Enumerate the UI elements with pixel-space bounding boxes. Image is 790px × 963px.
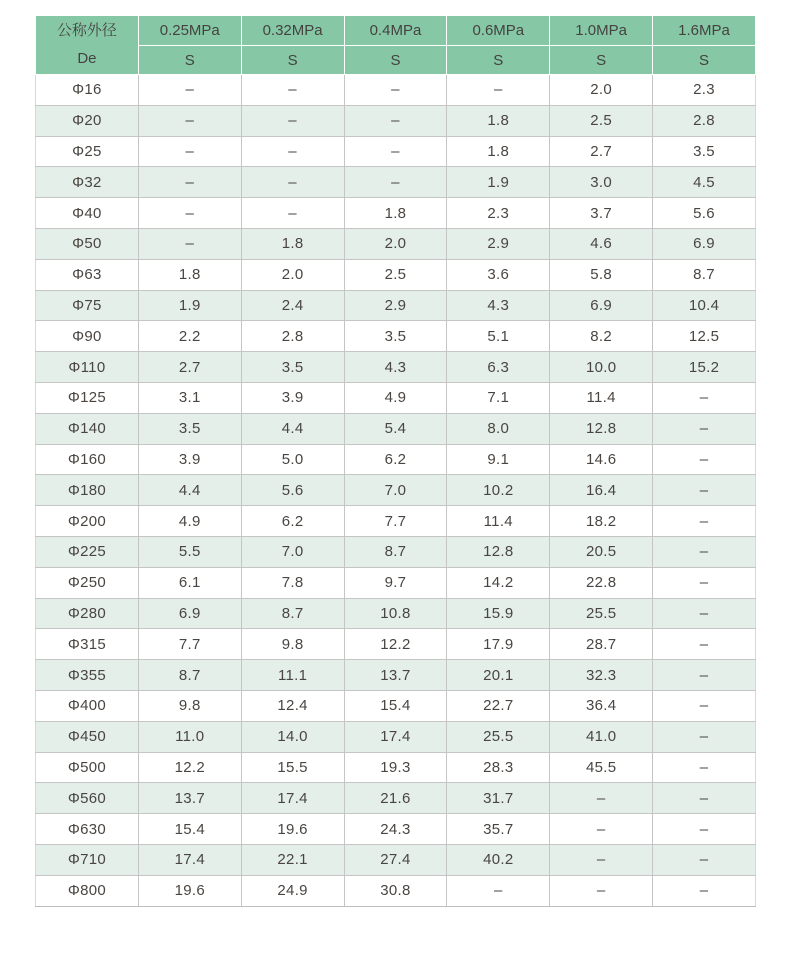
table-cell: 2.3: [447, 198, 550, 229]
table-cell: 3.1: [138, 382, 241, 413]
table-cell: –: [344, 105, 447, 136]
table-row: [36, 690, 756, 721]
table-cell: 17.9: [447, 629, 550, 660]
table-cell: 2.5: [550, 105, 653, 136]
table-cell: 6.2: [241, 506, 344, 537]
column-subheader-s: S: [241, 46, 344, 75]
table-cell: 3.0: [550, 167, 653, 198]
table-cell: 7.7: [138, 629, 241, 660]
table-row: [36, 536, 756, 567]
column-header-de-cn: 公称外径: [56, 22, 117, 39]
table-cell: –: [550, 783, 653, 814]
column-header-pressure-06: 0.6MPa: [447, 16, 550, 46]
column-header-pressure-032: 0.32MPa: [241, 16, 344, 46]
row-header-de: Φ710: [36, 844, 139, 875]
row-header-de: Φ125: [36, 382, 139, 413]
table-cell: 10.2: [447, 475, 550, 506]
table-cell: –: [241, 105, 344, 136]
table-cell: 5.6: [241, 475, 344, 506]
table-cell: –: [653, 536, 756, 567]
table-cell: 6.9: [653, 228, 756, 259]
table-cell: 15.4: [138, 814, 241, 845]
row-header-de: Φ355: [36, 660, 139, 691]
table-cell: –: [653, 475, 756, 506]
table-cell: 3.5: [138, 413, 241, 444]
table-cell: –: [653, 413, 756, 444]
column-header-de-label: De: [77, 50, 97, 67]
table-cell: –: [138, 75, 241, 106]
table-cell: –: [138, 136, 241, 167]
table-cell: –: [344, 136, 447, 167]
table-cell: –: [653, 444, 756, 475]
row-header-de: Φ110: [36, 352, 139, 383]
table-cell: 1.9: [447, 167, 550, 198]
table-cell: 25.5: [447, 721, 550, 752]
row-header-de: Φ315: [36, 629, 139, 660]
table-cell: 1.8: [344, 198, 447, 229]
table-row: [36, 783, 756, 814]
table-cell: –: [344, 75, 447, 106]
table-row: [36, 721, 756, 752]
column-header-pressure-10: 1.0MPa: [550, 16, 653, 46]
table-cell: –: [241, 136, 344, 167]
table-cell: 17.4: [241, 783, 344, 814]
table-cell: 2.7: [138, 352, 241, 383]
table-body: [36, 75, 756, 907]
table-cell: –: [344, 167, 447, 198]
table-cell: 11.4: [447, 506, 550, 537]
table-cell: 12.2: [138, 752, 241, 783]
table-cell: 5.8: [550, 259, 653, 290]
table-row: [36, 321, 756, 352]
table-cell: 32.3: [550, 660, 653, 691]
table-cell: –: [550, 814, 653, 845]
row-header-de: Φ63: [36, 259, 139, 290]
table-cell: 19.3: [344, 752, 447, 783]
table-cell: 6.3: [447, 352, 550, 383]
column-header-pressure-16: 1.6MPa: [653, 16, 756, 46]
table-row: [36, 228, 756, 259]
table-cell: 5.5: [138, 536, 241, 567]
table-cell: 16.4: [550, 475, 653, 506]
table-cell: –: [653, 660, 756, 691]
table-cell: 28.7: [550, 629, 653, 660]
table-cell: –: [653, 598, 756, 629]
table-cell: 1.8: [241, 228, 344, 259]
column-subheader-s: S: [550, 46, 653, 75]
table-cell: –: [241, 167, 344, 198]
table-row: [36, 814, 756, 845]
table-cell: –: [550, 844, 653, 875]
table-cell: 2.0: [344, 228, 447, 259]
table-cell: 12.2: [344, 629, 447, 660]
table-row: [36, 444, 756, 475]
row-header-de: Φ40: [36, 198, 139, 229]
table-cell: 9.8: [138, 690, 241, 721]
table-cell: 13.7: [138, 783, 241, 814]
table-cell: 12.8: [550, 413, 653, 444]
row-header-de: Φ630: [36, 814, 139, 845]
row-header-de: Φ280: [36, 598, 139, 629]
table-cell: 13.7: [344, 660, 447, 691]
table-cell: 7.0: [241, 536, 344, 567]
table-cell: 2.0: [550, 75, 653, 106]
table-row: [36, 875, 756, 906]
table-cell: 11.0: [138, 721, 241, 752]
row-header-de: Φ90: [36, 321, 139, 352]
table-cell: 14.0: [241, 721, 344, 752]
table-cell: 2.8: [653, 105, 756, 136]
row-header-de: Φ20: [36, 105, 139, 136]
table-cell: 8.7: [138, 660, 241, 691]
table-row: [36, 136, 756, 167]
table-cell: 17.4: [344, 721, 447, 752]
table-header: [36, 16, 756, 75]
table-cell: 3.5: [241, 352, 344, 383]
table-cell: 24.3: [344, 814, 447, 845]
table-cell: 4.6: [550, 228, 653, 259]
table-cell: 1.8: [447, 105, 550, 136]
table-cell: –: [138, 105, 241, 136]
row-header-de: Φ180: [36, 475, 139, 506]
column-subheader-s: S: [447, 46, 550, 75]
table-cell: –: [653, 752, 756, 783]
table-cell: –: [447, 875, 550, 906]
table-cell: –: [653, 875, 756, 906]
table-cell: 2.3: [653, 75, 756, 106]
table-cell: 8.2: [550, 321, 653, 352]
table-cell: 27.4: [344, 844, 447, 875]
table-cell: 1.8: [447, 136, 550, 167]
table-cell: 40.2: [447, 844, 550, 875]
table-cell: 8.7: [241, 598, 344, 629]
row-header-de: Φ50: [36, 228, 139, 259]
table-cell: 10.4: [653, 290, 756, 321]
pipe-spec-table: [35, 15, 756, 907]
table-cell: –: [653, 382, 756, 413]
table-cell: 5.1: [447, 321, 550, 352]
table-cell: –: [653, 506, 756, 537]
table-row: [36, 352, 756, 383]
table-cell: 3.9: [138, 444, 241, 475]
table-row: [36, 198, 756, 229]
table-cell: 2.0: [241, 259, 344, 290]
table-cell: 6.9: [550, 290, 653, 321]
table-cell: 9.8: [241, 629, 344, 660]
table-cell: 5.0: [241, 444, 344, 475]
table-cell: 10.0: [550, 352, 653, 383]
column-header-de: [36, 16, 139, 75]
table-cell: 2.2: [138, 321, 241, 352]
table-cell: 4.3: [447, 290, 550, 321]
table-cell: 12.4: [241, 690, 344, 721]
table-cell: 18.2: [550, 506, 653, 537]
table-cell: 5.6: [653, 198, 756, 229]
table-cell: 20.5: [550, 536, 653, 567]
table-cell: –: [241, 198, 344, 229]
table-cell: –: [653, 783, 756, 814]
table-cell: 1.9: [138, 290, 241, 321]
table-cell: –: [653, 721, 756, 752]
table-cell: –: [653, 814, 756, 845]
table-cell: 4.5: [653, 167, 756, 198]
table-row: [36, 752, 756, 783]
table-cell: 12.8: [447, 536, 550, 567]
table-row: [36, 167, 756, 198]
table-cell: 3.7: [550, 198, 653, 229]
table-cell: 20.1: [447, 660, 550, 691]
table-cell: 7.8: [241, 567, 344, 598]
table-cell: 1.8: [138, 259, 241, 290]
table-cell: 2.9: [344, 290, 447, 321]
table-cell: 25.5: [550, 598, 653, 629]
table-cell: –: [138, 228, 241, 259]
table-row: [36, 598, 756, 629]
table-row: [36, 567, 756, 598]
table-cell: 19.6: [241, 814, 344, 845]
row-header-de: Φ140: [36, 413, 139, 444]
table-cell: 7.7: [344, 506, 447, 537]
row-header-de: Φ400: [36, 690, 139, 721]
table-cell: 9.7: [344, 567, 447, 598]
row-header-de: Φ225: [36, 536, 139, 567]
table-cell: 9.1: [447, 444, 550, 475]
header-row-pressure: [36, 16, 756, 46]
row-header-de: Φ200: [36, 506, 139, 537]
row-header-de: Φ800: [36, 875, 139, 906]
table-row: [36, 75, 756, 106]
table-row: [36, 413, 756, 444]
table-cell: 4.4: [241, 413, 344, 444]
table-cell: 7.1: [447, 382, 550, 413]
table-cell: 8.7: [344, 536, 447, 567]
row-header-de: Φ16: [36, 75, 139, 106]
column-subheader-s: S: [653, 46, 756, 75]
table-cell: 2.4: [241, 290, 344, 321]
table-cell: 22.1: [241, 844, 344, 875]
table-cell: 14.6: [550, 444, 653, 475]
table-cell: 2.5: [344, 259, 447, 290]
table-cell: 28.3: [447, 752, 550, 783]
table-cell: 15.9: [447, 598, 550, 629]
table-cell: 4.9: [138, 506, 241, 537]
table-cell: 19.6: [138, 875, 241, 906]
table-cell: 14.2: [447, 567, 550, 598]
table-cell: 2.7: [550, 136, 653, 167]
column-header-pressure-04: 0.4MPa: [344, 16, 447, 46]
header-row-s: [36, 46, 756, 75]
table-cell: –: [550, 875, 653, 906]
table-cell: 35.7: [447, 814, 550, 845]
row-header-de: Φ160: [36, 444, 139, 475]
table-row: [36, 382, 756, 413]
table-cell: 5.4: [344, 413, 447, 444]
table-row: [36, 660, 756, 691]
table-cell: 15.4: [344, 690, 447, 721]
table-cell: –: [138, 167, 241, 198]
table-cell: 6.9: [138, 598, 241, 629]
column-subheader-s: S: [138, 46, 241, 75]
table-cell: 3.9: [241, 382, 344, 413]
column-header-pressure-025: 0.25MPa: [138, 16, 241, 46]
table-cell: 4.3: [344, 352, 447, 383]
table-cell: 8.0: [447, 413, 550, 444]
table-cell: –: [138, 198, 241, 229]
table-cell: 24.9: [241, 875, 344, 906]
table-row: [36, 506, 756, 537]
table-cell: 2.9: [447, 228, 550, 259]
table-cell: 11.1: [241, 660, 344, 691]
table-cell: 36.4: [550, 690, 653, 721]
table-row: [36, 844, 756, 875]
table-cell: 30.8: [344, 875, 447, 906]
table-cell: 22.7: [447, 690, 550, 721]
table-cell: –: [653, 844, 756, 875]
table-cell: 45.5: [550, 752, 653, 783]
column-subheader-s: S: [344, 46, 447, 75]
table-cell: 3.6: [447, 259, 550, 290]
table-cell: 31.7: [447, 783, 550, 814]
table-cell: 41.0: [550, 721, 653, 752]
table-cell: –: [241, 75, 344, 106]
table-cell: 7.0: [344, 475, 447, 506]
row-header-de: Φ560: [36, 783, 139, 814]
table-row: [36, 475, 756, 506]
table-cell: 15.2: [653, 352, 756, 383]
table-cell: 8.7: [653, 259, 756, 290]
table-cell: 3.5: [653, 136, 756, 167]
table-row: [36, 259, 756, 290]
row-header-de: Φ450: [36, 721, 139, 752]
table-cell: 3.5: [344, 321, 447, 352]
table-cell: –: [447, 75, 550, 106]
table-cell: 6.2: [344, 444, 447, 475]
table-cell: 2.8: [241, 321, 344, 352]
row-header-de: Φ250: [36, 567, 139, 598]
row-header-de: Φ500: [36, 752, 139, 783]
table-cell: 10.8: [344, 598, 447, 629]
table-cell: 6.1: [138, 567, 241, 598]
table-cell: 17.4: [138, 844, 241, 875]
row-header-de: Φ75: [36, 290, 139, 321]
table-cell: 22.8: [550, 567, 653, 598]
row-header-de: Φ32: [36, 167, 139, 198]
table-cell: 21.6: [344, 783, 447, 814]
table-cell: –: [653, 567, 756, 598]
table-cell: 15.5: [241, 752, 344, 783]
table-cell: –: [653, 629, 756, 660]
row-header-de: Φ25: [36, 136, 139, 167]
table-cell: 11.4: [550, 382, 653, 413]
table-cell: 12.5: [653, 321, 756, 352]
table-cell: 4.9: [344, 382, 447, 413]
table-row: [36, 290, 756, 321]
table-row: [36, 105, 756, 136]
table-cell: 4.4: [138, 475, 241, 506]
table-row: [36, 629, 756, 660]
table-cell: –: [653, 690, 756, 721]
